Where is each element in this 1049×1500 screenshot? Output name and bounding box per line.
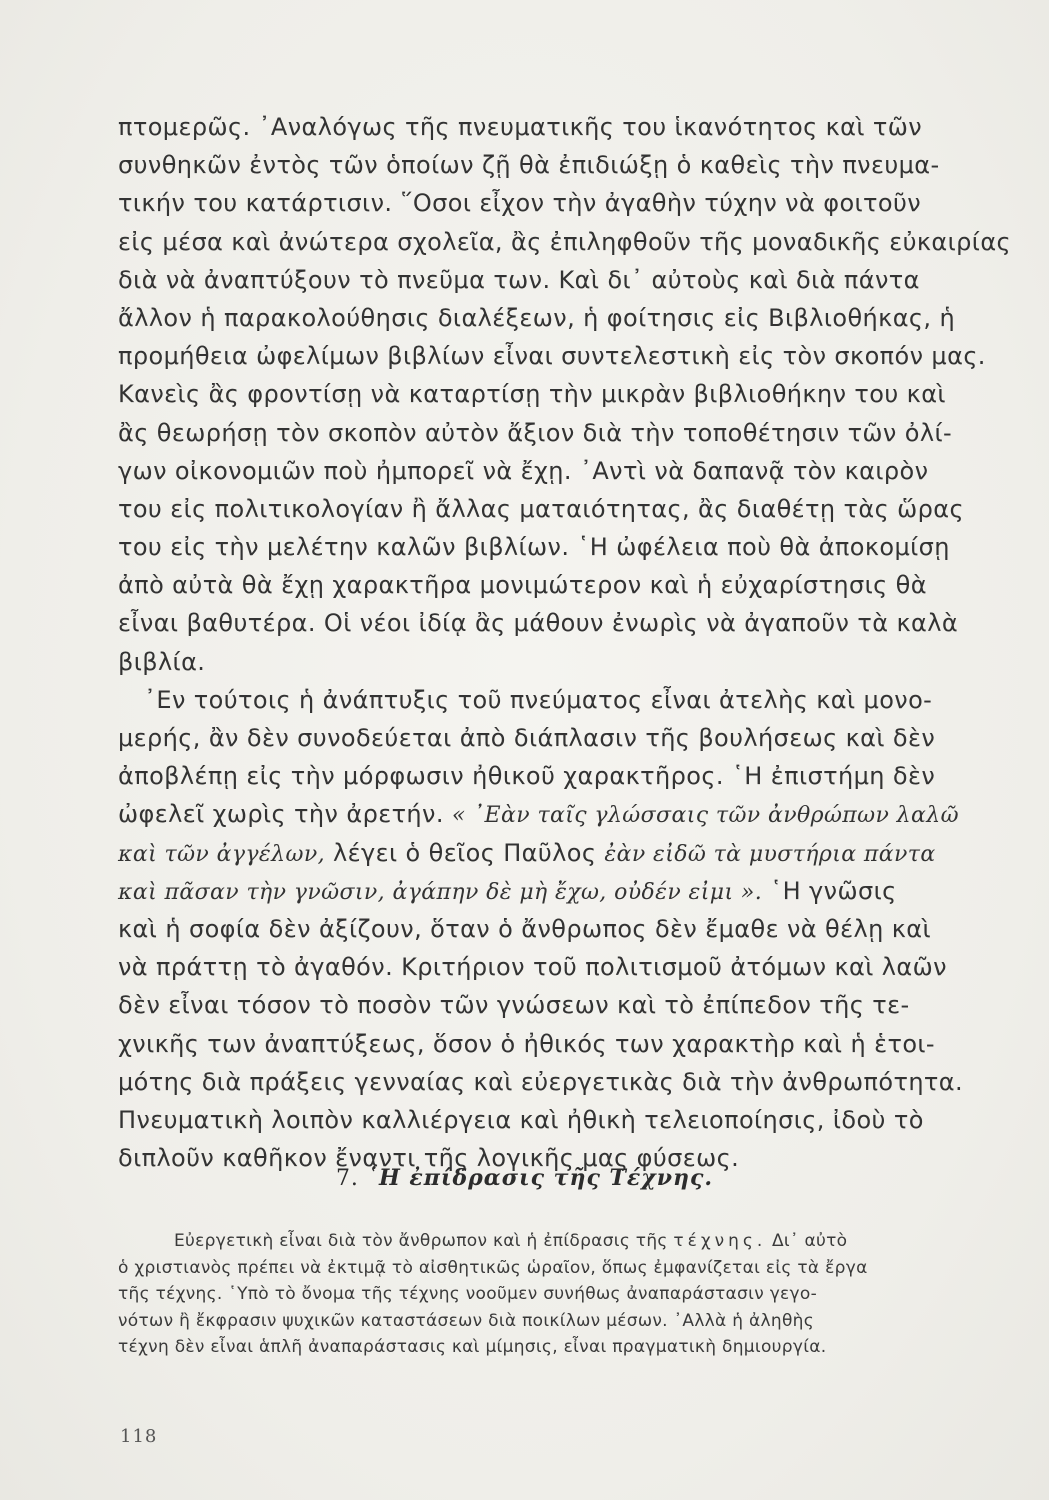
- small-text-line: τῆς τέχνης. ῾Υπὸ τὸ ὄνομα τῆς τέχνης νοοῦμεν συνήθως ἀναπαράστασιν γεγο-: [118, 1284, 818, 1304]
- quote-line: [118, 795, 990, 833]
- small-text-block: [118, 1228, 990, 1361]
- text-line: εἰς μέσα καὶ ἀνώτερα σχολεῖα, ἂς ἐπιληφθοῦν τῆς μοναδικῆς εὐκαιρίας: [118, 227, 1012, 256]
- text-line: Κανεὶς ἂς φροντίσῃ νὰ καταρτίσῃ τὴν μικρὰν βιβλιοθήκην του καὶ: [118, 380, 946, 409]
- quote-italic: καὶ τῶν ἀγγέλων,: [118, 841, 325, 867]
- text-line: εἶναι βαθυτέρα. Οἱ νέοι ἰδίᾳ ἂς μάθουν ἐνωρὶς νὰ ἀγαποῦν τὰ καλὰ: [118, 609, 959, 638]
- text-line: πτομερῶς. ᾿Αναλόγως τῆς πνευματικῆς του ἱκανότητος καὶ τῶν: [118, 113, 923, 141]
- section-heading: [0, 1165, 1049, 1191]
- text-line: του εἰς τὴν μελέτην καλῶν βιβλίων. ῾Η ὠφέλεια ποὺ θὰ ἀποκομίσῃ: [118, 533, 950, 562]
- text-line: Πνευματικὴ λοιπὸν καλλιέργεια καὶ ἠθικὴ τελειοποίησις, ἰδοὺ τὸ: [118, 1105, 924, 1134]
- text-line: τικήν του κατάρτισιν. ῞Οσοι εἶχον τὴν ἀγαθὴν τύχην νὰ φοιτοῦν: [118, 189, 922, 218]
- small-text-line: τέχνη δὲν εἶναι ἁπλῆ ἀναπαράστασις καὶ μίμησις, εἶναι πραγματικὴ δημιουργία.: [118, 1337, 827, 1357]
- text-line: γων οἰκονομιῶν ποὺ ἠμπορεῖ νὰ ἔχῃ. ᾿Αντὶ νὰ δαπανᾷ τὸν καιρὸν: [118, 456, 929, 485]
- text-line: ἂς θεωρήσῃ τὸν σκοπὸν αὐτὸν ἄξιον διὰ τὴν τοποθέτησιν τῶν ὀλί-: [118, 418, 953, 447]
- quote-plain: ῾Η γνῶσις: [762, 876, 897, 905]
- small-text-line: ὁ χριστιανὸς πρέπει νὰ ἐκτιμᾷ τὸ αἰσθητικῶς ὡραῖον, ὅπως ἐμφανίζεται εἰς τὰ ἔργα: [118, 1257, 868, 1278]
- section-title: ῾Η ἐπίδρασις τῆς Τέχνης.: [366, 1165, 714, 1191]
- small-text-line: νότων ἢ ἔκφρασιν ψυχικῶν καταστάσεων διὰ ποικίλων μέσων. ᾿Αλλὰ ἡ ἀληθὴς: [118, 1310, 815, 1331]
- main-text-block: [118, 108, 1012, 1177]
- quote-line: [118, 872, 990, 910]
- small-text-part: Δι᾿ αὐτὸ: [766, 1231, 848, 1251]
- text-line: ἄλλον ἡ παρακολούθησις διαλέξεων, ἡ φοίτησις εἰς Βιβλιοθήκας, ἡ: [118, 303, 956, 332]
- text-line: ἀπὸ αὐτὰ θὰ ἔχῃ χαρακτῆρα μονιμώτερον καὶ ἡ εὐχαρίστησις θὰ: [118, 571, 927, 600]
- quote-line: [118, 834, 990, 872]
- text-line: νὰ πράττῃ τὸ ἀγαθόν. Κριτήριον τοῦ πολιτισμοῦ ἀτόμων καὶ λαῶν: [118, 953, 947, 982]
- small-text-line: [118, 1228, 990, 1255]
- spaced-word: τέχνης.: [673, 1231, 767, 1251]
- quote-plain: ὠφελεῖ χωρὶς τὴν ἀρετήν.: [118, 800, 452, 829]
- quote-italic: « ᾿Εὰν ταῖς γλώσσαις τῶν ἀνθρώπων λαλῶ: [451, 803, 959, 829]
- text-line: μερής, ἂν δὲν συνοδεύεται ἀπὸ διάπλασιν τῆς βουλήσεως καὶ δὲν: [118, 724, 936, 752]
- text-line: ᾿Εν τούτοις ἡ ἀνάπτυξις τοῦ πνεύματος εἶναι ἀτελὴς καὶ μονο-: [144, 685, 933, 714]
- page-number: 118: [120, 1426, 158, 1447]
- section-number: 7.: [335, 1166, 359, 1191]
- text-line: δὲν εἶναι τόσον τὸ ποσὸν τῶν γνώσεων καὶ τὸ ἐπίπεδον τῆς τε-: [118, 991, 910, 1020]
- text-line: συνθηκῶν ἐντὸς τῶν ὁποίων ζῇ θὰ ἐπιδιώξῃ ὁ καθεὶς τὴν πνευμα-: [118, 151, 940, 180]
- text-line: διπλοῦν καθῆκον ἔναντι τῆς λογικῆς μας φύσεως.: [118, 1144, 740, 1173]
- text-line: βιβλία.: [118, 647, 206, 676]
- text-line: προμήθεια ὠφελίμων βιβλίων εἶναι συντελεστικὴ εἰς τὸν σκοπόν μας.: [118, 342, 986, 371]
- small-text-part: Εὐεργετικὴ εἶναι διὰ τὸν ἄνθρωπον καὶ ἡ ἐπίδρασις τῆς: [174, 1231, 674, 1251]
- quote-italic: ἐὰν εἰδῶ τὰ μυστήρια πάντα: [604, 841, 936, 867]
- text-line: του εἰς πολιτικολογίαν ἢ ἄλλας ματαιότητας, ἂς διαθέτῃ τὰς ὥρας: [118, 494, 964, 523]
- text-line: ἀποβλέπῃ εἰς τὴν μόρφωσιν ἠθικοῦ χαρακτῆρος. ῾Η ἐπιστήμη δὲν: [118, 762, 936, 791]
- text-line: διὰ νὰ ἀναπτύξουν τὸ πνεῦμα των. Καὶ δι᾿ αὐτοὺς καὶ διὰ πάντα: [118, 265, 920, 294]
- quote-italic: καὶ πᾶσαν τὴν γνῶσιν, ἀγάπην δὲ μὴ ἔχω, οὐδέν εἰμι ».: [118, 879, 763, 905]
- quote-plain: λέγει ὁ θεῖος Παῦλος: [325, 838, 605, 867]
- text-line: μότης διὰ πράξεις γενναίας καὶ εὐεργετικὰς διὰ τὴν ἀνθρωπότητα.: [118, 1067, 964, 1096]
- text-line: χνικῆς των ἀναπτύξεως, ὅσον ὁ ἠθικός των χαρακτὴρ καὶ ἡ ἑτοι-: [118, 1029, 935, 1058]
- text-line: καὶ ἡ σοφία δὲν ἀξίζουν, ὅταν ὁ ἄνθρωπος δὲν ἔμαθε νὰ θέλῃ καὶ: [118, 914, 932, 943]
